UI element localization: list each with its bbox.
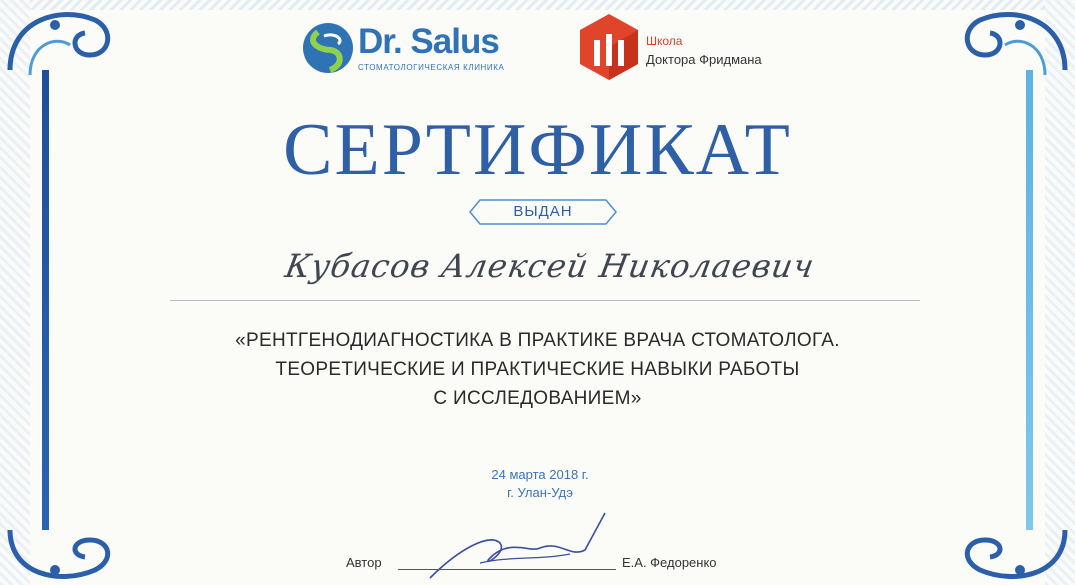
certificate-title: СЕРТИФИКАТ [283, 109, 792, 191]
author-name: Е.А. Федоренко [622, 555, 717, 570]
issued-label: ВЫДАН [513, 203, 573, 220]
issued-badge [468, 198, 618, 226]
signature-line [398, 569, 616, 570]
school-logo-line2: Доктора Фридмана [646, 52, 762, 67]
course-line-2: ТЕОРЕТИЧЕСКИЕ И ПРАКТИЧЕСКИЕ НАВЫКИ РАБОТЫ [275, 359, 800, 380]
school-logo-line1: Школа [646, 34, 683, 48]
salus-logo-subtitle: СТОМАТОЛОГИЧЕСКАЯ КЛИНИКА [358, 63, 505, 72]
ornament-bottom-left-icon [0, 525, 130, 585]
border-pattern-right [1045, 0, 1075, 585]
ornament-top-right-icon [945, 0, 1075, 80]
course-line-3: С ИССЛЕДОВАНИЕМ» [433, 388, 642, 409]
cube-emblem-icon [578, 12, 640, 82]
recipient-name: Кубасов Алексей Николаевич [282, 247, 818, 285]
recipient-underline [170, 300, 920, 301]
border-pattern-left [0, 0, 30, 585]
border-pattern-top [0, 0, 1075, 10]
ornament-top-left-icon [0, 0, 130, 80]
ornament-bottom-right-icon [945, 525, 1075, 585]
dr-salus-logo [300, 18, 525, 78]
author-signature [420, 508, 620, 583]
salus-emblem-icon [300, 20, 356, 76]
salus-logo-text: Dr. Salus [358, 22, 499, 61]
course-title [110, 326, 965, 413]
friedman-school-logo [578, 12, 788, 84]
author-label: Автор [346, 555, 382, 570]
course-line-1: «РЕНТГЕНОДИАГНОСТИКА В ПРАКТИКЕ ВРАЧА СТОМАТОЛОГА. [235, 330, 840, 351]
issue-date-block [440, 466, 640, 502]
issue-city: г. Улан-Удэ [507, 485, 573, 500]
issue-date: 24 марта 2018 г. [491, 467, 589, 482]
